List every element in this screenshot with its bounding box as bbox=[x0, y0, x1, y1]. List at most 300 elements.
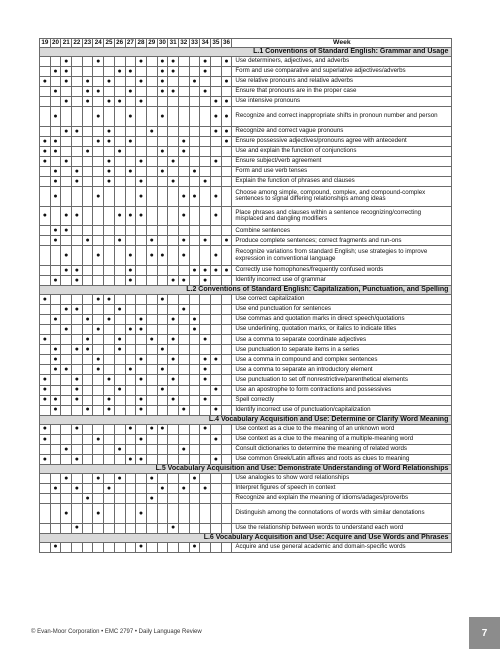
week-empty-cell bbox=[125, 375, 136, 385]
week-empty-cell bbox=[146, 177, 157, 187]
week-empty-cell bbox=[211, 375, 222, 385]
week-empty-cell bbox=[200, 107, 211, 127]
week-empty-cell bbox=[168, 226, 179, 236]
week-empty-cell bbox=[93, 345, 104, 355]
week-dot-marker: ● bbox=[200, 375, 211, 385]
week-dot-marker: ● bbox=[157, 167, 168, 177]
week-empty-cell bbox=[104, 434, 115, 444]
week-dot-marker: ● bbox=[189, 325, 200, 335]
week-empty-cell bbox=[82, 523, 93, 533]
week-empty-cell bbox=[211, 395, 222, 405]
week-empty-cell bbox=[178, 424, 189, 434]
week-empty-cell bbox=[40, 345, 51, 355]
week-dot-marker: ● bbox=[168, 276, 179, 286]
week-empty-cell bbox=[146, 57, 157, 67]
week-dot-marker: ● bbox=[114, 236, 125, 246]
week-number-header: 27 bbox=[126, 38, 134, 46]
week-empty-cell bbox=[221, 493, 232, 503]
week-empty-cell bbox=[72, 325, 83, 335]
week-dot-marker: ● bbox=[157, 295, 168, 305]
week-dot-marker: ● bbox=[168, 57, 179, 67]
week-dot-marker: ● bbox=[178, 276, 189, 286]
week-dot-marker: ● bbox=[72, 483, 83, 493]
week-dot-marker: ● bbox=[136, 156, 147, 166]
week-empty-cell bbox=[136, 335, 147, 345]
week-dot-marker: ● bbox=[50, 67, 61, 77]
week-empty-cell bbox=[104, 365, 115, 375]
week-empty-cell bbox=[211, 315, 222, 325]
week-dot-marker: ● bbox=[168, 315, 179, 325]
week-empty-cell bbox=[157, 473, 168, 483]
week-dot-marker: ● bbox=[50, 226, 61, 236]
week-empty-cell bbox=[104, 236, 115, 246]
week-dot-marker: ● bbox=[136, 97, 147, 107]
week-dot-marker: ● bbox=[50, 345, 61, 355]
week-empty-cell bbox=[146, 136, 157, 146]
week-empty-cell bbox=[114, 77, 125, 87]
week-empty-cell bbox=[82, 126, 93, 136]
week-dot-marker: ● bbox=[125, 365, 136, 375]
week-empty-cell bbox=[221, 375, 232, 385]
week-empty-cell bbox=[50, 57, 61, 67]
week-empty-cell bbox=[200, 226, 211, 236]
skill-description: Use intensive pronouns bbox=[232, 97, 452, 107]
week-empty-cell bbox=[104, 87, 115, 97]
week-empty-cell bbox=[61, 345, 72, 355]
week-empty-cell bbox=[221, 206, 232, 226]
week-empty-cell bbox=[178, 385, 189, 395]
week-number-header: 22 bbox=[73, 38, 81, 46]
week-empty-cell bbox=[93, 395, 104, 405]
week-empty-cell bbox=[189, 206, 200, 226]
week-dot-marker: ● bbox=[50, 177, 61, 187]
week-empty-cell bbox=[157, 226, 168, 236]
skill-description: Ensure subject/verb agreement bbox=[232, 156, 452, 166]
week-empty-cell bbox=[168, 542, 179, 552]
week-dot-marker: ● bbox=[146, 246, 157, 266]
skill-row bbox=[40, 483, 452, 493]
skill-row bbox=[40, 246, 452, 266]
week-empty-cell bbox=[40, 87, 51, 97]
skill-description: Combine sentences bbox=[232, 226, 452, 236]
week-dot-marker: ● bbox=[50, 187, 61, 207]
week-empty-cell bbox=[168, 246, 179, 266]
week-dot-marker: ● bbox=[104, 315, 115, 325]
week-empty-cell bbox=[82, 67, 93, 77]
week-dot-marker: ● bbox=[72, 424, 83, 434]
week-dot-marker: ● bbox=[211, 156, 222, 166]
week-empty-cell bbox=[221, 187, 232, 207]
week-dot-marker: ● bbox=[72, 276, 83, 286]
week-empty-cell bbox=[125, 97, 136, 107]
week-dot-marker: ● bbox=[211, 265, 222, 275]
week-empty-cell bbox=[72, 77, 83, 87]
week-empty-cell bbox=[221, 177, 232, 187]
week-empty-cell bbox=[168, 503, 179, 523]
week-dot-marker: ● bbox=[93, 187, 104, 207]
week-dot-marker: ● bbox=[189, 542, 200, 552]
week-empty-cell bbox=[61, 335, 72, 345]
week-empty-cell bbox=[200, 493, 211, 503]
week-empty-cell bbox=[72, 405, 83, 415]
week-empty-cell bbox=[146, 187, 157, 207]
skills-scope-sequence-table bbox=[39, 38, 452, 553]
week-empty-cell bbox=[72, 146, 83, 156]
week-empty-cell bbox=[178, 167, 189, 177]
week-empty-cell bbox=[50, 265, 61, 275]
week-empty-cell bbox=[189, 87, 200, 97]
week-dot-marker: ● bbox=[221, 97, 232, 107]
week-empty-cell bbox=[211, 77, 222, 87]
week-empty-cell bbox=[189, 236, 200, 246]
week-empty-cell bbox=[157, 177, 168, 187]
section-header-row bbox=[40, 464, 452, 473]
week-empty-cell bbox=[114, 405, 125, 415]
week-empty-cell bbox=[61, 454, 72, 464]
week-empty-cell bbox=[178, 335, 189, 345]
week-dot-marker: ● bbox=[40, 206, 51, 226]
week-empty-cell bbox=[146, 385, 157, 395]
skill-row bbox=[40, 523, 452, 533]
week-dot-marker: ● bbox=[82, 146, 93, 156]
week-empty-cell bbox=[189, 177, 200, 187]
week-empty-cell bbox=[61, 493, 72, 503]
week-dot-marker: ● bbox=[200, 483, 211, 493]
week-empty-cell bbox=[40, 315, 51, 325]
week-dot-marker: ● bbox=[72, 177, 83, 187]
week-empty-cell bbox=[211, 67, 222, 77]
week-empty-cell bbox=[211, 523, 222, 533]
week-empty-cell bbox=[157, 325, 168, 335]
skill-row bbox=[40, 67, 452, 77]
section-title: L.1 Conventions of Standard English: Grammar and Usage bbox=[40, 48, 452, 57]
week-dot-marker: ● bbox=[93, 325, 104, 335]
week-empty-cell bbox=[189, 156, 200, 166]
week-empty-cell bbox=[178, 345, 189, 355]
week-empty-cell bbox=[72, 444, 83, 454]
week-empty-cell bbox=[189, 375, 200, 385]
week-dot-marker: ● bbox=[168, 67, 179, 77]
skill-description: Use analogies to show word relationships bbox=[232, 473, 452, 483]
week-empty-cell bbox=[114, 87, 125, 97]
week-empty-cell bbox=[82, 454, 93, 464]
week-empty-cell bbox=[114, 315, 125, 325]
week-empty-cell bbox=[178, 395, 189, 405]
week-dot-marker: ● bbox=[146, 335, 157, 345]
week-empty-cell bbox=[168, 107, 179, 127]
week-empty-cell bbox=[211, 146, 222, 156]
week-empty-cell bbox=[157, 444, 168, 454]
week-dot-marker: ● bbox=[200, 355, 211, 365]
week-empty-cell bbox=[221, 87, 232, 97]
skill-row bbox=[40, 187, 452, 207]
week-empty-cell bbox=[178, 365, 189, 375]
week-number-header: 29 bbox=[148, 38, 156, 46]
skill-description: Use a comma in compound and complex sentences bbox=[232, 355, 452, 365]
week-empty-cell bbox=[178, 493, 189, 503]
skill-description: Use the relationship between words to understand each word bbox=[232, 523, 452, 533]
week-empty-cell bbox=[72, 355, 83, 365]
week-dot-marker: ● bbox=[168, 395, 179, 405]
week-empty-cell bbox=[61, 424, 72, 434]
week-dot-marker: ● bbox=[136, 177, 147, 187]
week-number-header: 33 bbox=[190, 38, 198, 46]
week-empty-cell bbox=[114, 177, 125, 187]
week-dot-marker: ● bbox=[200, 395, 211, 405]
week-empty-cell bbox=[104, 454, 115, 464]
week-empty-cell bbox=[40, 503, 51, 523]
skill-row bbox=[40, 355, 452, 365]
week-dot-marker: ● bbox=[136, 187, 147, 207]
week-empty-cell bbox=[200, 523, 211, 533]
week-empty-cell bbox=[72, 136, 83, 146]
week-empty-cell bbox=[82, 355, 93, 365]
week-empty-cell bbox=[168, 424, 179, 434]
week-empty-cell bbox=[189, 424, 200, 434]
week-empty-cell bbox=[200, 444, 211, 454]
skill-description: Correctly use homophones/frequently confused words bbox=[232, 265, 452, 275]
week-empty-cell bbox=[221, 325, 232, 335]
week-empty-cell bbox=[114, 483, 125, 493]
week-empty-cell bbox=[114, 187, 125, 207]
week-empty-cell bbox=[114, 156, 125, 166]
week-dot-marker: ● bbox=[136, 542, 147, 552]
week-dot-marker: ● bbox=[178, 246, 189, 266]
week-empty-cell bbox=[221, 395, 232, 405]
skill-row bbox=[40, 77, 452, 87]
week-empty-cell bbox=[221, 67, 232, 77]
week-empty-cell bbox=[168, 483, 179, 493]
week-empty-cell bbox=[125, 57, 136, 67]
week-empty-cell bbox=[157, 493, 168, 503]
week-dot-marker: ● bbox=[157, 87, 168, 97]
week-empty-cell bbox=[157, 542, 168, 552]
skill-row bbox=[40, 295, 452, 305]
week-empty-cell bbox=[200, 206, 211, 226]
week-empty-cell bbox=[72, 236, 83, 246]
week-dot-marker: ● bbox=[136, 315, 147, 325]
week-empty-cell bbox=[50, 434, 61, 444]
week-empty-cell bbox=[211, 424, 222, 434]
week-empty-cell bbox=[168, 493, 179, 503]
week-dot-marker: ● bbox=[114, 385, 125, 395]
week-empty-cell bbox=[168, 265, 179, 275]
week-empty-cell bbox=[211, 226, 222, 236]
week-empty-cell bbox=[61, 236, 72, 246]
week-empty-cell bbox=[125, 355, 136, 365]
week-empty-cell bbox=[125, 177, 136, 187]
week-dot-marker: ● bbox=[50, 276, 61, 286]
week-empty-cell bbox=[178, 67, 189, 77]
week-empty-cell bbox=[40, 246, 51, 266]
week-dot-marker: ● bbox=[40, 395, 51, 405]
week-empty-cell bbox=[136, 483, 147, 493]
week-empty-cell bbox=[104, 335, 115, 345]
week-dot-marker: ● bbox=[178, 146, 189, 156]
week-empty-cell bbox=[157, 523, 168, 533]
week-dot-marker: ● bbox=[178, 405, 189, 415]
week-dot-marker: ● bbox=[211, 126, 222, 136]
week-empty-cell bbox=[157, 97, 168, 107]
skill-description: Spell correctly bbox=[232, 395, 452, 405]
week-dot-marker: ● bbox=[146, 126, 157, 136]
week-dot-marker: ● bbox=[61, 265, 72, 275]
week-dot-marker: ● bbox=[61, 97, 72, 107]
week-dot-marker: ● bbox=[200, 57, 211, 67]
week-empty-cell bbox=[136, 295, 147, 305]
week-dot-marker: ● bbox=[61, 57, 72, 67]
week-dot-marker: ● bbox=[72, 206, 83, 226]
skill-description: Use a comma to separate coordinate adjectives bbox=[232, 335, 452, 345]
week-empty-cell bbox=[82, 365, 93, 375]
week-empty-cell bbox=[146, 325, 157, 335]
week-empty-cell bbox=[125, 345, 136, 355]
week-dot-marker: ● bbox=[136, 206, 147, 226]
week-empty-cell bbox=[104, 503, 115, 523]
week-dot-marker: ● bbox=[61, 67, 72, 77]
week-empty-cell bbox=[136, 226, 147, 236]
week-empty-cell bbox=[136, 385, 147, 395]
week-empty-cell bbox=[114, 325, 125, 335]
week-empty-cell bbox=[82, 276, 93, 286]
week-dot-marker: ● bbox=[157, 77, 168, 87]
week-empty-cell bbox=[93, 405, 104, 415]
week-empty-cell bbox=[50, 424, 61, 434]
week-empty-cell bbox=[146, 97, 157, 107]
week-dot-marker: ● bbox=[50, 136, 61, 146]
week-empty-cell bbox=[168, 77, 179, 87]
week-number-header: 20 bbox=[52, 38, 60, 46]
week-empty-cell bbox=[93, 305, 104, 315]
week-empty-cell bbox=[136, 236, 147, 246]
week-empty-cell bbox=[114, 375, 125, 385]
week-dot-marker: ● bbox=[157, 345, 168, 355]
week-empty-cell bbox=[178, 434, 189, 444]
week-empty-cell bbox=[146, 434, 157, 444]
week-dot-marker: ● bbox=[125, 276, 136, 286]
week-dot-marker: ● bbox=[136, 434, 147, 444]
week-empty-cell bbox=[50, 523, 61, 533]
week-empty-cell bbox=[168, 146, 179, 156]
week-empty-cell bbox=[221, 473, 232, 483]
week-dot-marker: ● bbox=[50, 87, 61, 97]
week-label-header: Week bbox=[232, 39, 452, 48]
week-empty-cell bbox=[50, 305, 61, 315]
week-empty-cell bbox=[104, 57, 115, 67]
section-header-row bbox=[40, 48, 452, 57]
week-dot-marker: ● bbox=[104, 375, 115, 385]
week-dot-marker: ● bbox=[211, 187, 222, 207]
week-empty-cell bbox=[136, 473, 147, 483]
week-empty-cell bbox=[104, 265, 115, 275]
week-empty-cell bbox=[82, 473, 93, 483]
week-dot-marker: ● bbox=[114, 345, 125, 355]
week-empty-cell bbox=[50, 246, 61, 266]
week-empty-cell bbox=[125, 236, 136, 246]
week-number-header: 34 bbox=[201, 38, 209, 46]
week-dot-marker: ● bbox=[168, 335, 179, 345]
section-title: L.6 Vocabulary Acquisition and Use: Acquire and Use Words and Phrases bbox=[40, 533, 452, 542]
week-empty-cell bbox=[114, 57, 125, 67]
section-header-row bbox=[40, 286, 452, 295]
week-dot-marker: ● bbox=[72, 126, 83, 136]
week-empty-cell bbox=[200, 97, 211, 107]
skill-description: Identify incorrect use of grammar bbox=[232, 276, 452, 286]
week-number-header: 28 bbox=[137, 38, 145, 46]
skill-description: Form and use comparative and superlative adjectives/adverbs bbox=[232, 67, 452, 77]
week-dot-marker: ● bbox=[136, 57, 147, 67]
week-empty-cell bbox=[221, 305, 232, 315]
week-empty-cell bbox=[104, 187, 115, 207]
week-empty-cell bbox=[221, 483, 232, 493]
week-empty-cell bbox=[50, 473, 61, 483]
week-empty-cell bbox=[136, 67, 147, 77]
week-empty-cell bbox=[211, 483, 222, 493]
week-empty-cell bbox=[189, 97, 200, 107]
week-empty-cell bbox=[221, 365, 232, 375]
week-empty-cell bbox=[61, 542, 72, 552]
week-dot-marker: ● bbox=[178, 236, 189, 246]
week-empty-cell bbox=[72, 107, 83, 127]
week-empty-cell bbox=[211, 295, 222, 305]
week-number-header: 24 bbox=[94, 38, 102, 46]
skill-row bbox=[40, 454, 452, 464]
week-empty-cell bbox=[189, 523, 200, 533]
week-empty-cell bbox=[146, 295, 157, 305]
week-empty-cell bbox=[146, 405, 157, 415]
week-empty-cell bbox=[221, 434, 232, 444]
week-empty-cell bbox=[211, 87, 222, 97]
skill-row bbox=[40, 434, 452, 444]
week-empty-cell bbox=[125, 156, 136, 166]
week-empty-cell bbox=[93, 424, 104, 434]
week-dot-marker: ● bbox=[211, 206, 222, 226]
week-dot-marker: ● bbox=[114, 305, 125, 315]
week-empty-cell bbox=[157, 187, 168, 207]
week-dot-marker: ● bbox=[82, 405, 93, 415]
week-empty-cell bbox=[200, 136, 211, 146]
week-empty-cell bbox=[40, 365, 51, 375]
week-empty-cell bbox=[146, 395, 157, 405]
week-empty-cell bbox=[189, 107, 200, 127]
week-empty-cell bbox=[211, 177, 222, 187]
week-empty-cell bbox=[50, 454, 61, 464]
week-empty-cell bbox=[93, 375, 104, 385]
week-dot-marker: ● bbox=[136, 355, 147, 365]
week-empty-cell bbox=[93, 454, 104, 464]
week-empty-cell bbox=[82, 385, 93, 395]
week-dot-marker: ● bbox=[221, 107, 232, 127]
week-dot-marker: ● bbox=[61, 503, 72, 523]
week-dot-marker: ● bbox=[146, 236, 157, 246]
week-empty-cell bbox=[168, 236, 179, 246]
week-dot-marker: ● bbox=[114, 146, 125, 156]
week-empty-cell bbox=[114, 542, 125, 552]
week-empty-cell bbox=[72, 542, 83, 552]
week-empty-cell bbox=[136, 126, 147, 136]
week-dot-marker: ● bbox=[157, 424, 168, 434]
week-empty-cell bbox=[40, 523, 51, 533]
week-empty-cell bbox=[61, 87, 72, 97]
week-empty-cell bbox=[178, 355, 189, 365]
week-empty-cell bbox=[200, 454, 211, 464]
week-empty-cell bbox=[72, 246, 83, 266]
week-dot-marker: ● bbox=[136, 405, 147, 415]
week-dot-marker: ● bbox=[93, 107, 104, 127]
week-empty-cell bbox=[50, 206, 61, 226]
week-empty-cell bbox=[61, 355, 72, 365]
week-empty-cell bbox=[168, 97, 179, 107]
